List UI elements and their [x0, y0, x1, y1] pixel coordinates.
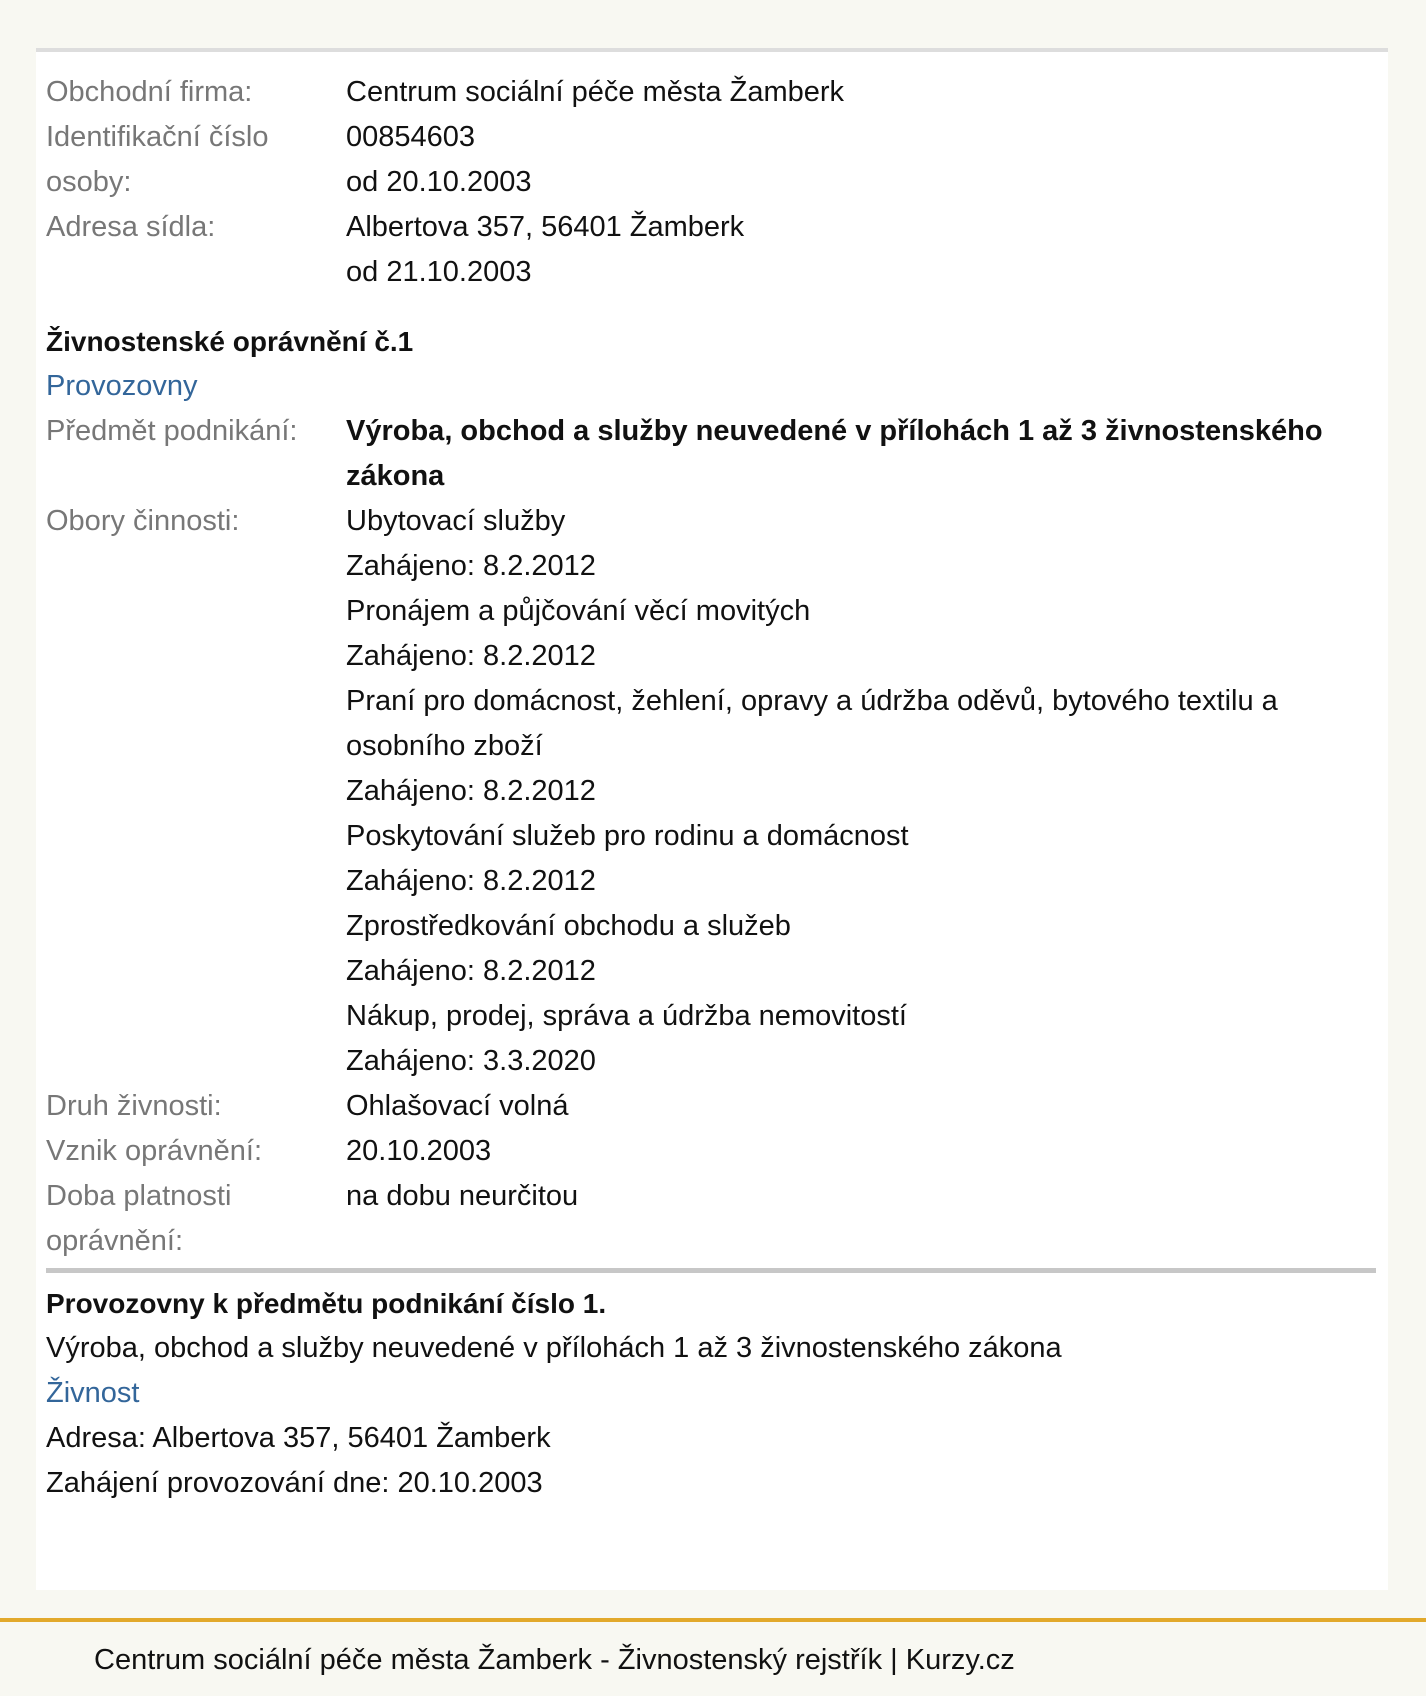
- field-item: Poskytování služeb pro rodinu a domácnost: [346, 820, 909, 852]
- establishments-subject: Výroba, obchod a služby neuvedené v přílohách 1 až 3 živnostenského zákona: [46, 1332, 1062, 1364]
- company-row-id-since: [46, 160, 1376, 205]
- field-item: osobního zboží: [346, 730, 543, 762]
- company-row-name: [46, 70, 1376, 115]
- company-id-value: 00854603: [346, 121, 476, 153]
- field-item: Praní pro domácnost, žehlení, opravy a údržba oděvů, bytového textilu a: [346, 685, 1278, 717]
- permit-subject-value: [346, 409, 1376, 499]
- field-item: Zahájeno: 8.2.2012: [346, 865, 596, 897]
- record-panel: [36, 48, 1388, 1590]
- company-row-address-since: [46, 250, 1376, 295]
- permit-kind-value: Ohlašovací volná: [346, 1090, 569, 1122]
- field-item: Zprostředkování obchodu a služeb: [346, 910, 791, 942]
- field-item: Zahájeno: 3.3.2020: [346, 1045, 596, 1077]
- permit-validity-row: [46, 1174, 1376, 1264]
- permit-fields-list: [346, 499, 1376, 1084]
- permit-origin-row: [46, 1129, 1376, 1174]
- company-address-label-empty: [46, 250, 346, 295]
- company-row-address: [46, 205, 1376, 250]
- permit-validity-label-line: Doba platnosti: [46, 1180, 232, 1212]
- company-name-value: Centrum sociální péče města Žamberk: [346, 76, 845, 108]
- company-name-label: Obchodní firma:: [46, 76, 253, 108]
- establishments-trade-link[interactable]: Živnost: [46, 1377, 140, 1409]
- page-footer: [0, 1618, 1426, 1696]
- company-info: [46, 70, 1376, 295]
- permit-validity-label-line: oprávnění:: [46, 1225, 184, 1257]
- field-item: Ubytovací služby: [346, 505, 566, 537]
- establishments-start: Zahájení provozování dne: 20.10.2003: [46, 1467, 543, 1499]
- permit-heading: Živnostenské oprávnění č.1: [46, 326, 414, 357]
- company-row-id: [46, 115, 1376, 160]
- field-item: Pronájem a půjčování věcí movitých: [346, 595, 811, 627]
- permit-establishments-link[interactable]: Provozovny: [46, 370, 198, 402]
- permit-kind-label: Druh živnosti:: [46, 1090, 222, 1122]
- permit-subject-label: Předmět podnikání:: [46, 415, 298, 447]
- field-item: Zahájeno: 8.2.2012: [346, 955, 596, 987]
- permit-validity-label: [46, 1174, 346, 1264]
- permit-subject-line: Výroba, obchod a služby neuvedené v přílohách 1 až 3 živnostenského: [346, 415, 1323, 447]
- permit-fields-row: [46, 499, 1376, 1084]
- section-divider: [46, 1268, 1376, 1273]
- permit-validity-value: na dobu neurčitou: [346, 1180, 579, 1212]
- company-id-label: Identifikační číslo: [46, 121, 269, 153]
- permit-origin-label: Vznik oprávnění:: [46, 1135, 263, 1167]
- permit-fields-label: Obory činnosti:: [46, 505, 240, 537]
- company-address-label: Adresa sídla:: [46, 211, 216, 243]
- field-item: Zahájeno: 8.2.2012: [346, 550, 596, 582]
- permit-subject-row: [46, 409, 1376, 499]
- footer-text: Centrum sociální péče města Žamberk - Živnostenský rejstřík | Kurzy.cz: [94, 1644, 1015, 1676]
- company-id-since: od 20.10.2003: [346, 166, 532, 198]
- field-item: Zahájeno: 8.2.2012: [346, 775, 596, 807]
- company-address-value: Albertova 357, 56401 Žamberk: [346, 211, 745, 243]
- permit-origin-value: 20.10.2003: [346, 1135, 492, 1167]
- field-item: Zahájeno: 8.2.2012: [346, 640, 596, 672]
- permit-subject-line: zákona: [346, 460, 445, 492]
- establishments-heading: Provozovny k předmětu podnikání číslo 1.: [46, 1288, 607, 1319]
- company-address-since: od 21.10.2003: [346, 256, 532, 288]
- company-id-label-cont: osoby:: [46, 166, 132, 198]
- record-content: [46, 70, 1376, 1506]
- field-item: Nákup, prodej, správa a údržba nemovitostí: [346, 1000, 907, 1032]
- permit-kind-row: [46, 1084, 1376, 1129]
- establishments-address: Adresa: Albertova 357, 56401 Žamberk: [46, 1422, 551, 1454]
